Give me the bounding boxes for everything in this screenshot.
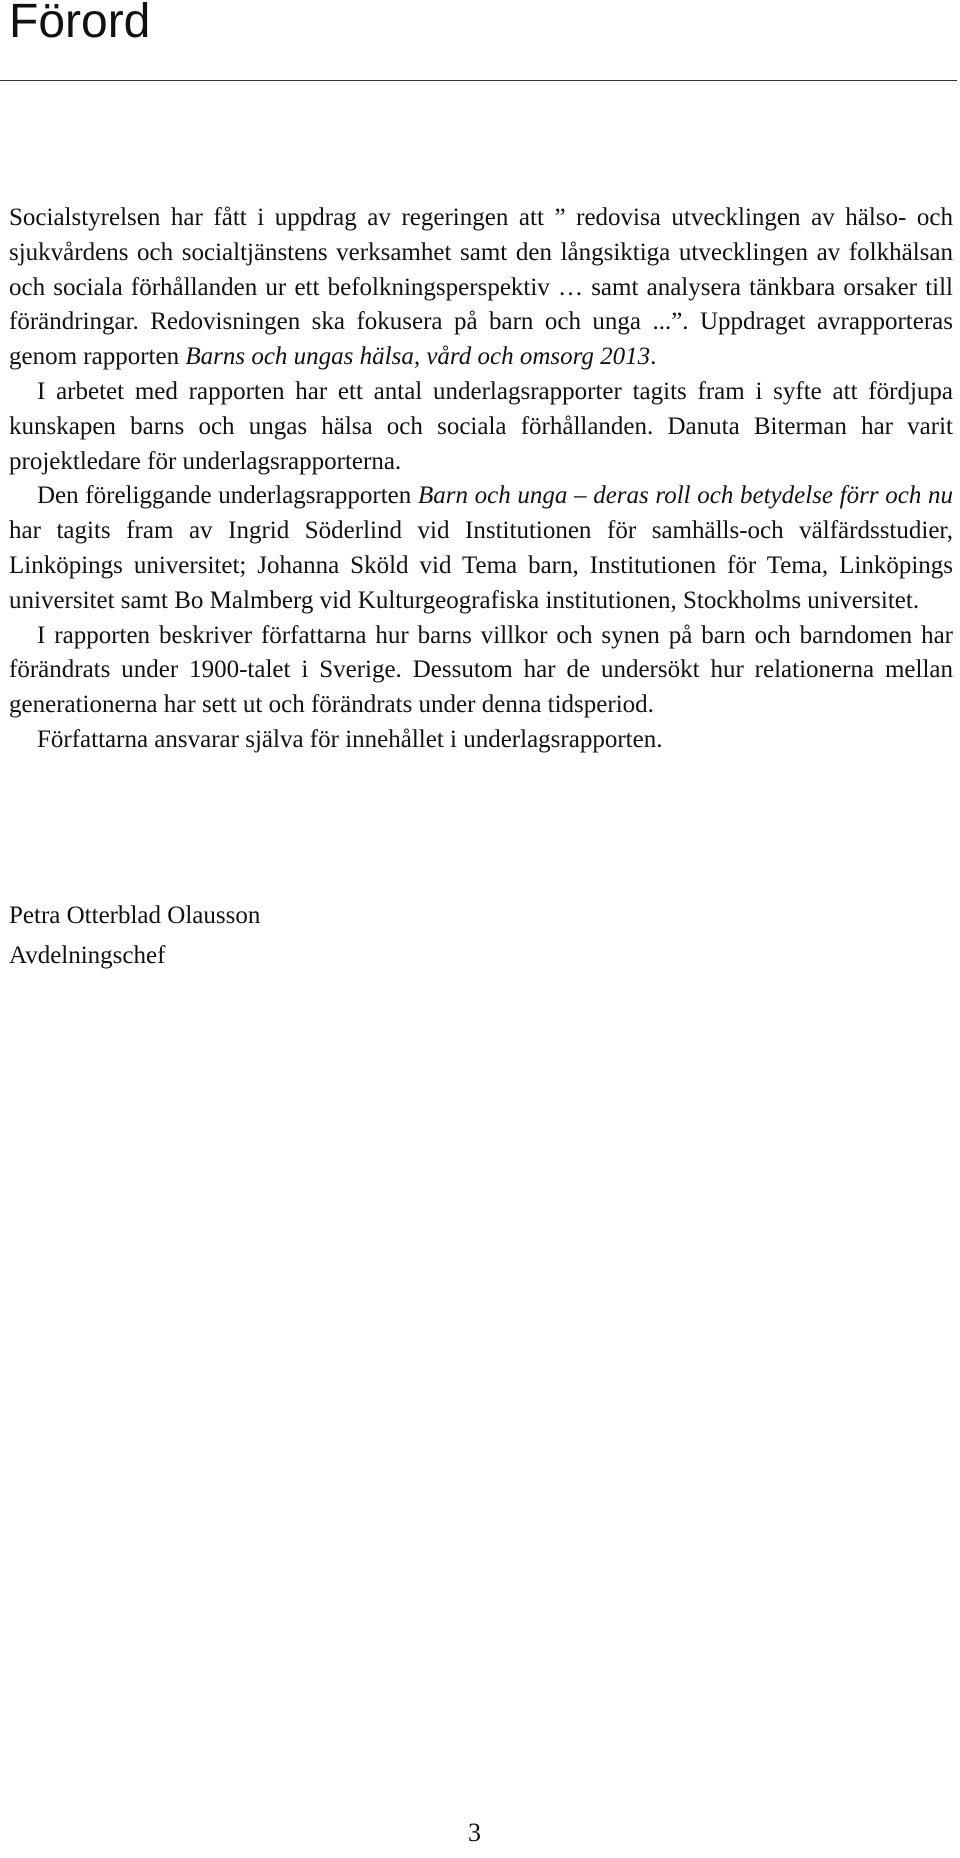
signature-title: Avdelningschef bbox=[9, 941, 166, 969]
paragraph-text: Socialstyrelsen har fått i uppdrag av regeringen att ” redovisa utvecklingen av hälso- och sjukvårdens och socialtjänstens verksamhet samt den långsiktiga utvecklingen av folkhälsan och sociala förhållanden ur ett befolkningsperspektiv … samt analysera tänkbara orsaker till förändringar. Redovisningen ska fokusera på barn och unga ...”. Uppdraget avrapporteras genom rapporten bbox=[9, 204, 953, 371]
paragraph-text: har tagits fram av Ingrid Söderlind vid Institutionen för samhälls-och välfärdsstudier, Linköpings universitet; Johanna Sköld vid Tema barn, Institutionen för Tema, Linköpings universitet samt Bo Malmberg vid Kulturgeografiska institutionen, Stockholms universitet. bbox=[9, 517, 953, 614]
paragraph-text: . bbox=[650, 343, 657, 371]
page-number: 3 bbox=[468, 1818, 481, 1847]
paragraph-assignment bbox=[9, 201, 953, 375]
paragraph-authors bbox=[9, 479, 953, 618]
paragraph-background: I arbetet med rapporten har ett antal underlagsrapporter tagits fram i syfte att fördjupa kunskapen barns och ungas hälsa och sociala förhållanden. Danuta Biterman har varit projektledare för underlagsrapporterna. bbox=[9, 377, 953, 475]
page-title: Förord bbox=[9, 0, 151, 48]
report-title: Barns och ungas hälsa, vård och omsorg 2013 bbox=[185, 343, 651, 371]
paragraph-text: Den föreliggande underlagsrapporten bbox=[37, 482, 418, 510]
signature-name: Petra Otterblad Olausson bbox=[9, 901, 261, 929]
foreword-body bbox=[9, 201, 953, 976]
paragraph-responsibility: Författarna ansvarar själva för innehållet i underlagsrapporten. bbox=[37, 725, 663, 753]
paragraph-summary: I rapporten beskriver författarna hur barns villkor och synen på barn och barndomen har förändrats under 1900-talet i Sverige. Dessutom har de undersökt hur relationerna mellan generationerna har sett ut och förändrats under denna tidsperiod. bbox=[9, 621, 953, 719]
signature-spacer bbox=[9, 758, 953, 896]
title-divider bbox=[0, 80, 957, 81]
report-title: Barn och unga – deras roll och betydelse förr och nu bbox=[417, 482, 953, 510]
